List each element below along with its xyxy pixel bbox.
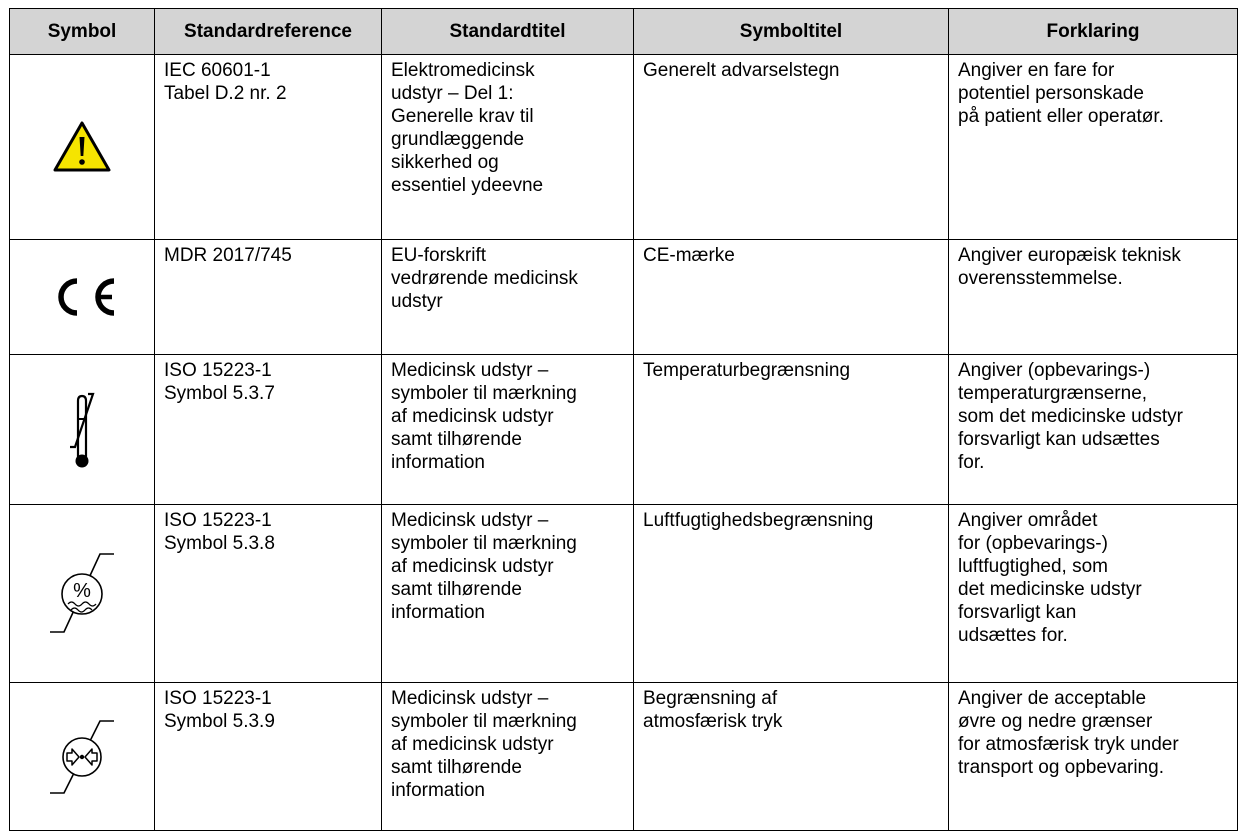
header-row <box>10 9 1238 55</box>
symbol-cell <box>10 505 155 683</box>
reference-cell: IEC 60601-1 Tabel D.2 nr. 2 <box>155 55 382 240</box>
symbol-title-cell: Generelt advarselstegn <box>634 55 949 240</box>
standard-title-cell: Elektromedicinsk udstyr – Del 1: Generelle krav til grundlæggende sikkerhed og essentiel ydeevne <box>382 55 634 240</box>
symbol-cell <box>10 55 155 240</box>
explanation-cell: Angiver området for (opbevarings-) luftfugtighed, som det medicinske udstyr forsvarligt kan udsættes for. <box>949 505 1238 683</box>
symbols-table <box>9 8 1238 831</box>
symbol-title-cell: Luftfugtighedsbegrænsning <box>634 505 949 683</box>
warning-triangle-icon <box>52 120 112 174</box>
temperature-limit-icon <box>57 389 107 471</box>
header-standard-title: Standardtitel <box>382 9 634 55</box>
header-symbol-title: Symboltitel <box>634 9 949 55</box>
header-symbol: Symbol <box>10 9 155 55</box>
reference-cell: ISO 15223-1 Symbol 5.3.9 <box>155 683 382 831</box>
explanation-cell: Angiver en fare for potentiel personskade på patient eller operatør. <box>949 55 1238 240</box>
symbol-cell <box>10 240 155 355</box>
header-explanation: Forklaring <box>949 9 1238 55</box>
reference-cell: ISO 15223-1 Symbol 5.3.8 <box>155 505 382 683</box>
reference-cell: MDR 2017/745 <box>155 240 382 355</box>
symbol-title-cell: Temperaturbegrænsning <box>634 355 949 505</box>
explanation-cell: Angiver de acceptable øvre og nedre grænser for atmosfærisk tryk under transport og opbevaring. <box>949 683 1238 831</box>
explanation-cell: Angiver europæisk teknisk overensstemmelse. <box>949 240 1238 355</box>
ce-mark-icon <box>44 275 120 319</box>
atmospheric-pressure-limit-icon <box>42 707 122 807</box>
table-row <box>10 240 1238 355</box>
table-row <box>10 55 1238 240</box>
standard-title-cell: Medicinsk udstyr – symboler til mærkning af medicinsk udstyr samt tilhørende information <box>382 505 634 683</box>
symbol-title-cell: CE-mærke <box>634 240 949 355</box>
standard-title-cell: Medicinsk udstyr – symboler til mærkning af medicinsk udstyr samt tilhørende information <box>382 355 634 505</box>
svg-text:%: % <box>73 579 91 602</box>
symbol-title-cell: Begrænsning af atmosfærisk tryk <box>634 683 949 831</box>
standard-title-cell: Medicinsk udstyr – symboler til mærkning af medicinsk udstyr samt tilhørende information <box>382 683 634 831</box>
symbol-cell <box>10 355 155 505</box>
header-standard-reference: Standardreference <box>155 9 382 55</box>
humidity-limit-icon <box>42 544 122 644</box>
standard-title-cell: EU-forskrift vedrørende medicinsk udstyr <box>382 240 634 355</box>
symbol-cell <box>10 683 155 831</box>
table-row <box>10 505 1238 683</box>
reference-cell: ISO 15223-1 Symbol 5.3.7 <box>155 355 382 505</box>
table-row <box>10 355 1238 505</box>
table-row <box>10 683 1238 831</box>
explanation-cell: Angiver (opbevarings-) temperaturgrænserne, som det medicinske udstyr forsvarligt kan udsættes for. <box>949 355 1238 505</box>
